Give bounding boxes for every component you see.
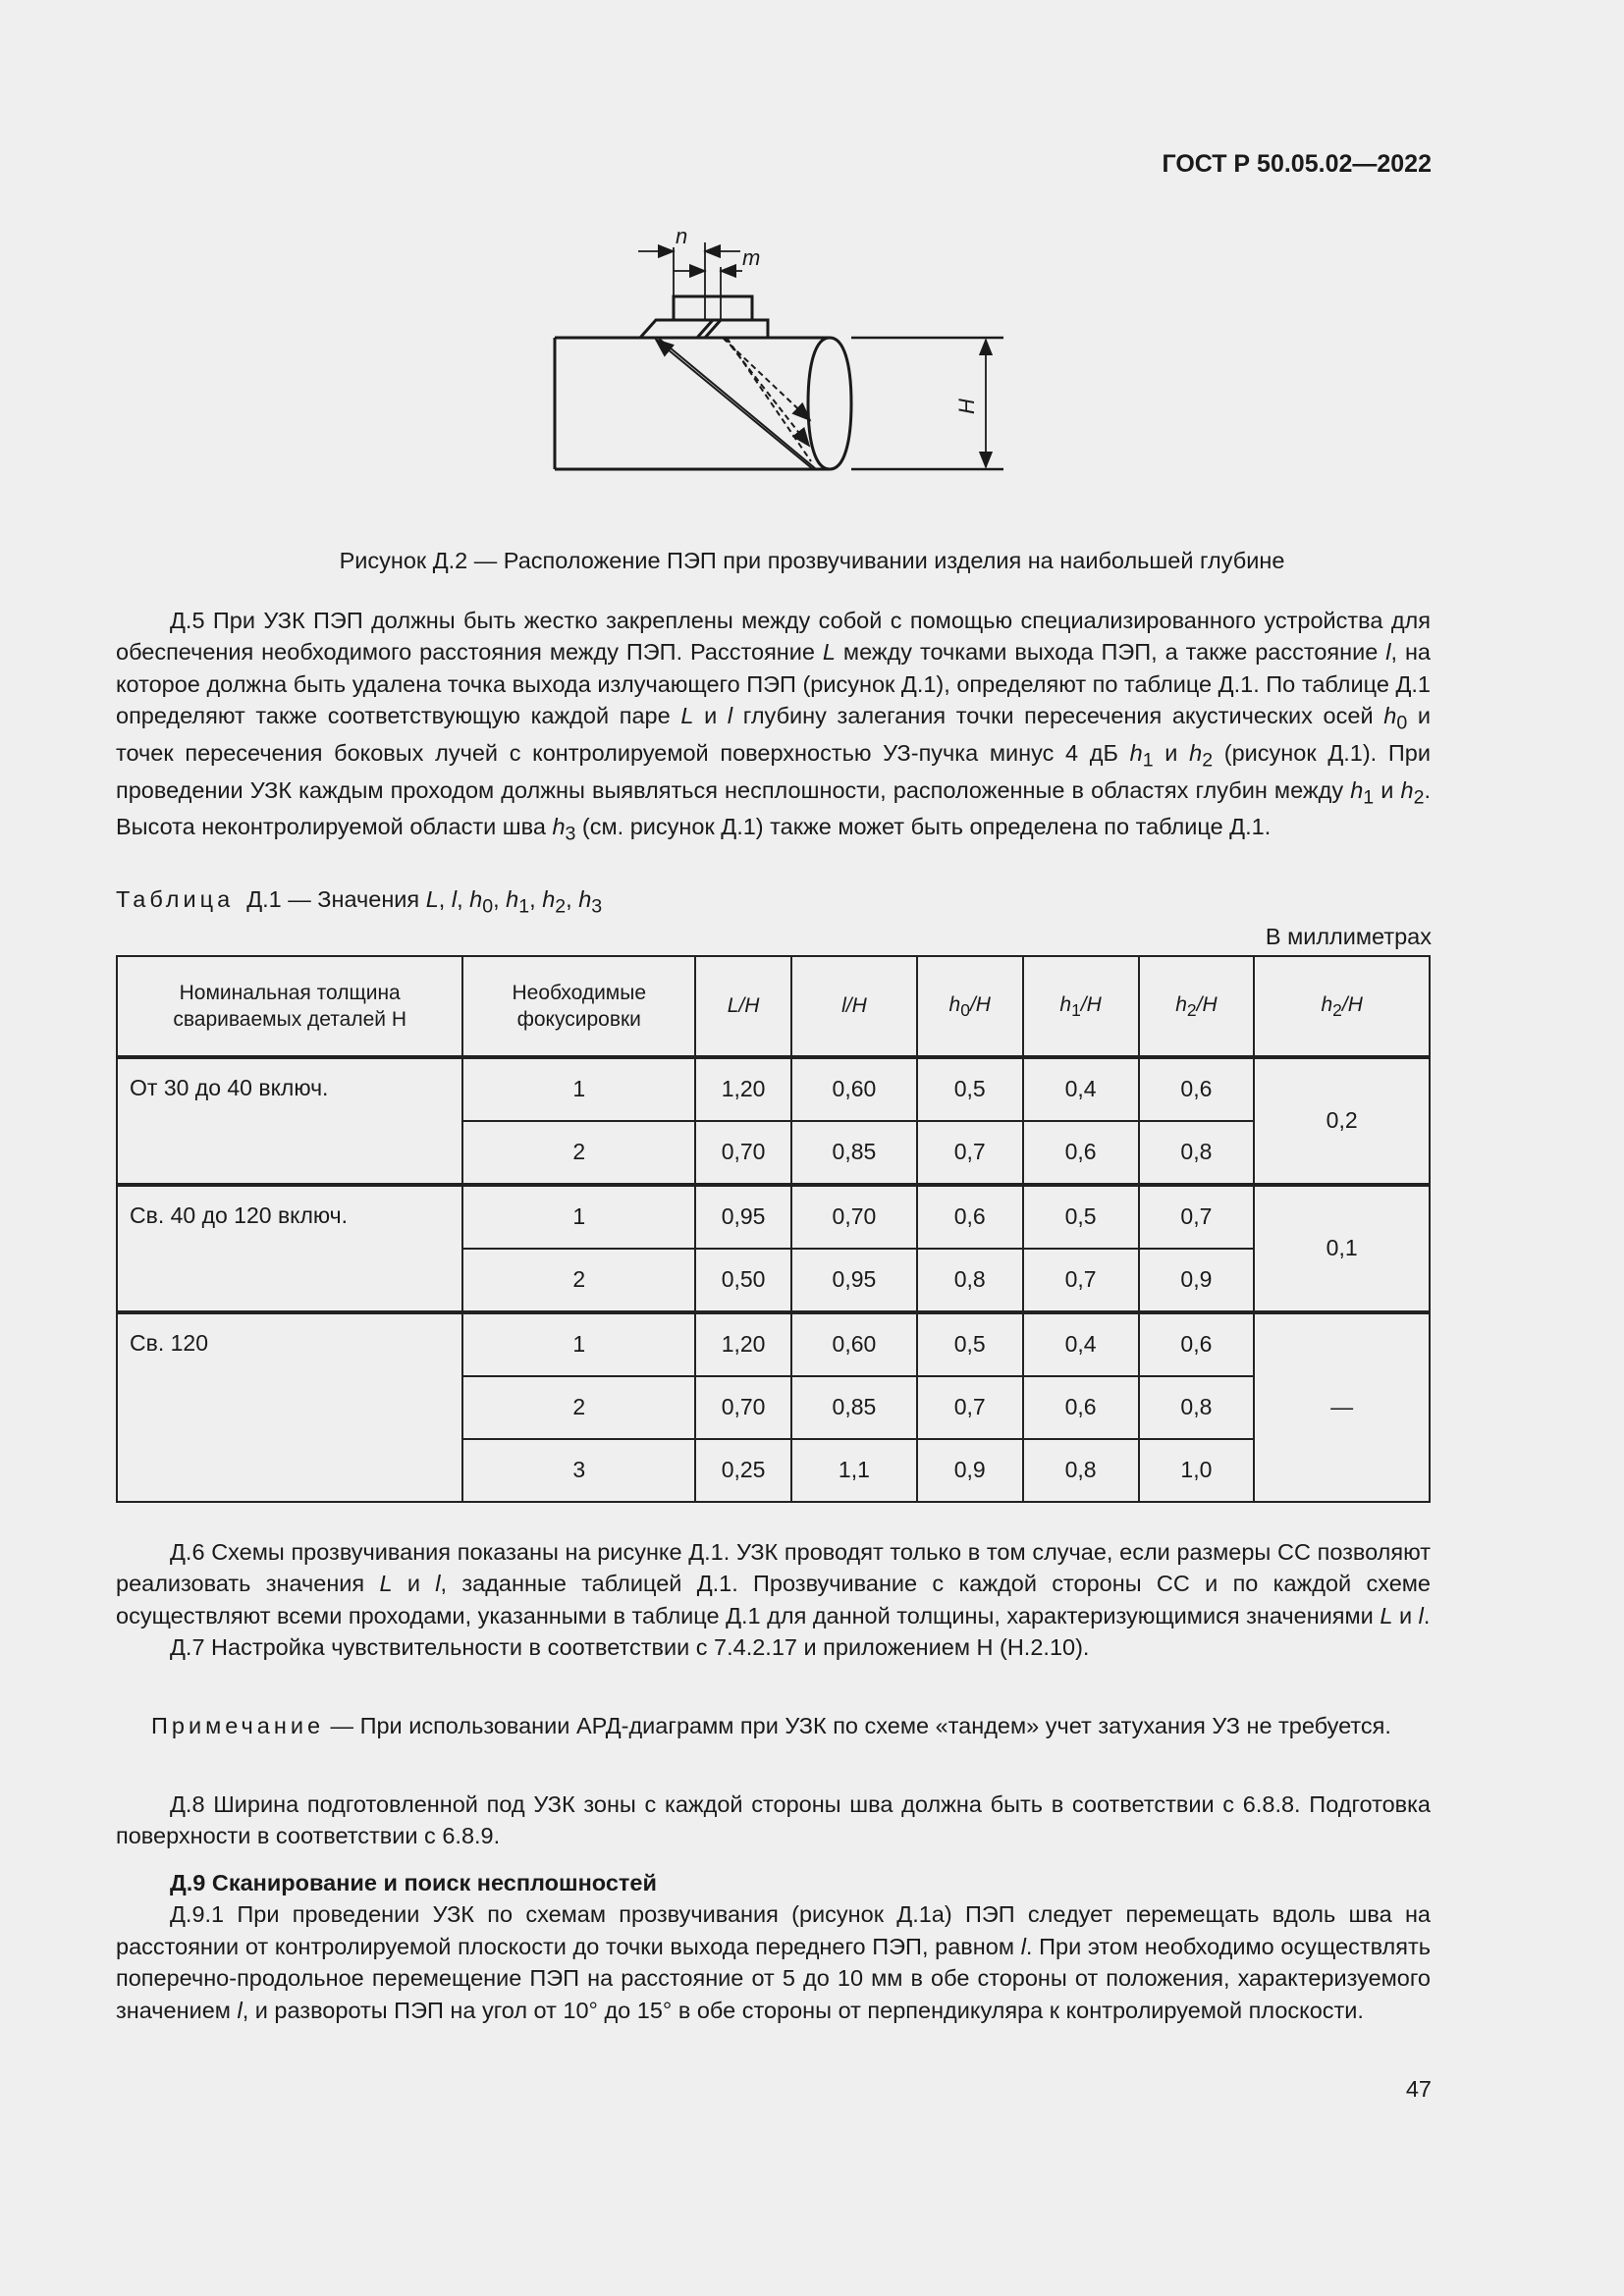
table-cell: 1 — [462, 1057, 695, 1121]
label-H: H — [954, 399, 979, 414]
table-cell: 0,5 — [917, 1312, 1023, 1376]
paragraph-d91: Д.9.1 При проведении УЗК по схемам прозвучивания (рисунок Д.1а) ПЭП следует перемещать вдоль шва на расстоянии от контролируемой плоскости до точки выхода переднего ПЭП, равном l. При этом необходимо осуществлять поперечно-продольное перемещение ПЭП на расстояние от 5 до 10 мм в обе стороны от положения, характеризуемого значением l, и развороты ПЭП на угол от 10° до 15° в обе стороны от перпендикуляра к контролируемой плоскости. — [116, 1901, 1432, 2023]
paragraph-d7: Д.7 Настройка чувствительности в соответствии с 7.4.2.17 и приложением Н (Н.2.10). — [170, 1634, 1090, 1661]
table-cell: 0,7 — [917, 1121, 1023, 1185]
paragraph-d6: Д.6 Схемы прозвучивания показаны на рисунке Д.1. УЗК проводят только в том случае, если размеры СС позволяют реализовать значения L и l, заданные таблицей Д.1. Прозвучивание с каждой стороны СС и по каждой схеме осуществляют всеми проходами, указанными в таблице Д.1 для данной толщины, характеризующимися значениями L и l. Д.7 Настройка чувствительности в соответствии с 7.4.2.17 и приложением Н (Н.2.10). — [116, 1536, 1431, 1664]
table-cell: 3 — [462, 1439, 695, 1502]
cell-h3: 0,1 — [1254, 1185, 1430, 1312]
table-cell: 0,70 — [791, 1185, 917, 1249]
table-title: Таблица Д.1 — Значения L, l, $h_0$, $h_1$, $h_2$, $h_3$ — [116, 886, 603, 918]
table-cell: 2 — [462, 1376, 695, 1439]
table-units: В миллиметрах — [1265, 924, 1432, 949]
table-cell: 0,8 — [1023, 1439, 1139, 1502]
header-thickness: Номинальная толщина свариваемых деталей Н — [117, 956, 462, 1057]
table-cell: 1,20 — [695, 1057, 791, 1121]
table-cell: 0,8 — [917, 1249, 1023, 1312]
table-row — [117, 1185, 1430, 1249]
table-cell: 0,95 — [791, 1249, 917, 1312]
table-cell: 1,20 — [695, 1312, 791, 1376]
table-cell: 0,8 — [1139, 1376, 1255, 1439]
table-cell: 0,4 — [1023, 1312, 1139, 1376]
header-h2: $h_2/H$ — [1139, 956, 1255, 1057]
table-cell: 0,25 — [695, 1439, 791, 1502]
table-cell: 0,6 — [917, 1185, 1023, 1249]
table-row — [117, 1312, 1430, 1376]
heading-d9: Д.9 Сканирование и поиск несплошностей — [170, 1870, 657, 1896]
table-cell: 0,6 — [1139, 1057, 1255, 1121]
paragraph-d5: Д.5 При УЗК ПЭП должны быть жестко закреплены между собой с помощью специализированного устройства для обеспечения необходимого расстояния между ПЭП. Расстояние L между точками выхода ПЭП, а также расстояние l, на которое должна быть удалена точка выхода излучающего ПЭП (рисунок Д.1), определяют по таблице Д.1. По таблице Д.1 определяют также соответствующую каждой паре L и l глубину залегания точки пересечения акустических осей $h_0$ и точек пересечения боковых лучей с контролируемой поверхностью УЗ-пучка минус 4 дБ $h_1$ и $h_2$ (рисунок Д.1). При проведении УЗК каждым проходом должны выявляться несплошности, расположенные в областях глубин между $h_1$ и $h_2$. Высота неконтролируемой области шва $h_3$ (см. рисунок Д.1) также может быть определена по таблице Д.1. — [116, 608, 1432, 846]
table-cell: 0,7 — [1023, 1249, 1139, 1312]
table-cell: 0,85 — [791, 1376, 917, 1439]
note-prefix: Примечание — [151, 1713, 325, 1738]
table-cell: 0,8 — [1139, 1121, 1255, 1185]
table-cell: 2 — [462, 1121, 695, 1185]
cell-thickness: Св. 40 до 120 включ. — [117, 1185, 462, 1312]
table-cell: 0,5 — [1023, 1185, 1139, 1249]
header-h1: $h_1/H$ — [1023, 956, 1139, 1057]
table-cell: 0,60 — [791, 1057, 917, 1121]
table-cell: 0,4 — [1023, 1057, 1139, 1121]
table-cell: 0,5 — [917, 1057, 1023, 1121]
table-header-row — [117, 956, 1430, 1057]
cell-h3: — — [1254, 1312, 1430, 1502]
table-cell: 2 — [462, 1249, 695, 1312]
table-row — [117, 1057, 1430, 1121]
values-table — [116, 955, 1431, 1503]
table-cell: 0,9 — [917, 1439, 1023, 1502]
header-h2b: $h_2/H$ — [1254, 956, 1430, 1057]
table-cell: 0,60 — [791, 1312, 917, 1376]
table-cell: 1 — [462, 1312, 695, 1376]
table-cell: 0,70 — [695, 1376, 791, 1439]
table-cell: 0,95 — [695, 1185, 791, 1249]
header-h0: $h_0/H$ — [917, 956, 1023, 1057]
table-cell: 0,6 — [1139, 1312, 1255, 1376]
probe-placement-figure — [550, 228, 1011, 493]
header-focusings: Необходимые фокусировки — [462, 956, 695, 1057]
table-cell: 0,7 — [1139, 1185, 1255, 1249]
table-title-prefix: Таблица — [116, 886, 235, 912]
table-cell: 0,9 — [1139, 1249, 1255, 1312]
header-L: L/H — [695, 956, 791, 1057]
table-cell: 1,0 — [1139, 1439, 1255, 1502]
cell-h3: 0,2 — [1254, 1057, 1430, 1185]
document-header: ГОСТ Р 50.05.02—2022 — [1162, 150, 1432, 178]
header-l: l/H — [791, 956, 917, 1057]
label-m: m — [742, 245, 761, 270]
note-text: — При использовании АРД-диаграмм при УЗК по схеме «тандем» учет затухания УЗ не требуется. — [324, 1713, 1391, 1738]
page-number: 47 — [1405, 2076, 1432, 2102]
label-n: n — [676, 228, 688, 248]
note — [116, 1710, 1431, 1741]
table-cell: 0,6 — [1023, 1376, 1139, 1439]
table-cell: 0,85 — [791, 1121, 917, 1185]
table-body — [117, 1057, 1430, 1502]
table-cell: 0,7 — [917, 1376, 1023, 1439]
table-cell: 1,1 — [791, 1439, 917, 1502]
table-cell: 1 — [462, 1185, 695, 1249]
cell-thickness: Св. 120 — [117, 1312, 462, 1502]
figure-caption: Рисунок Д.2 — Расположение ПЭП при прозвучивании изделия на наибольшей глубине — [339, 548, 1285, 573]
paragraph-d8: Д.8 Ширина подготовленной под УЗК зоны с каждой стороны шва должна быть в соответствии с 6.8.8. Подготовка поверхности в соответствии с 6.8.9. — [116, 1791, 1431, 1849]
cell-thickness: От 30 до 40 включ. — [117, 1057, 462, 1185]
table-cell: 0,70 — [695, 1121, 791, 1185]
section-d9 — [116, 1867, 1431, 2026]
table-cell: 0,6 — [1023, 1121, 1139, 1185]
table-cell: 0,50 — [695, 1249, 791, 1312]
